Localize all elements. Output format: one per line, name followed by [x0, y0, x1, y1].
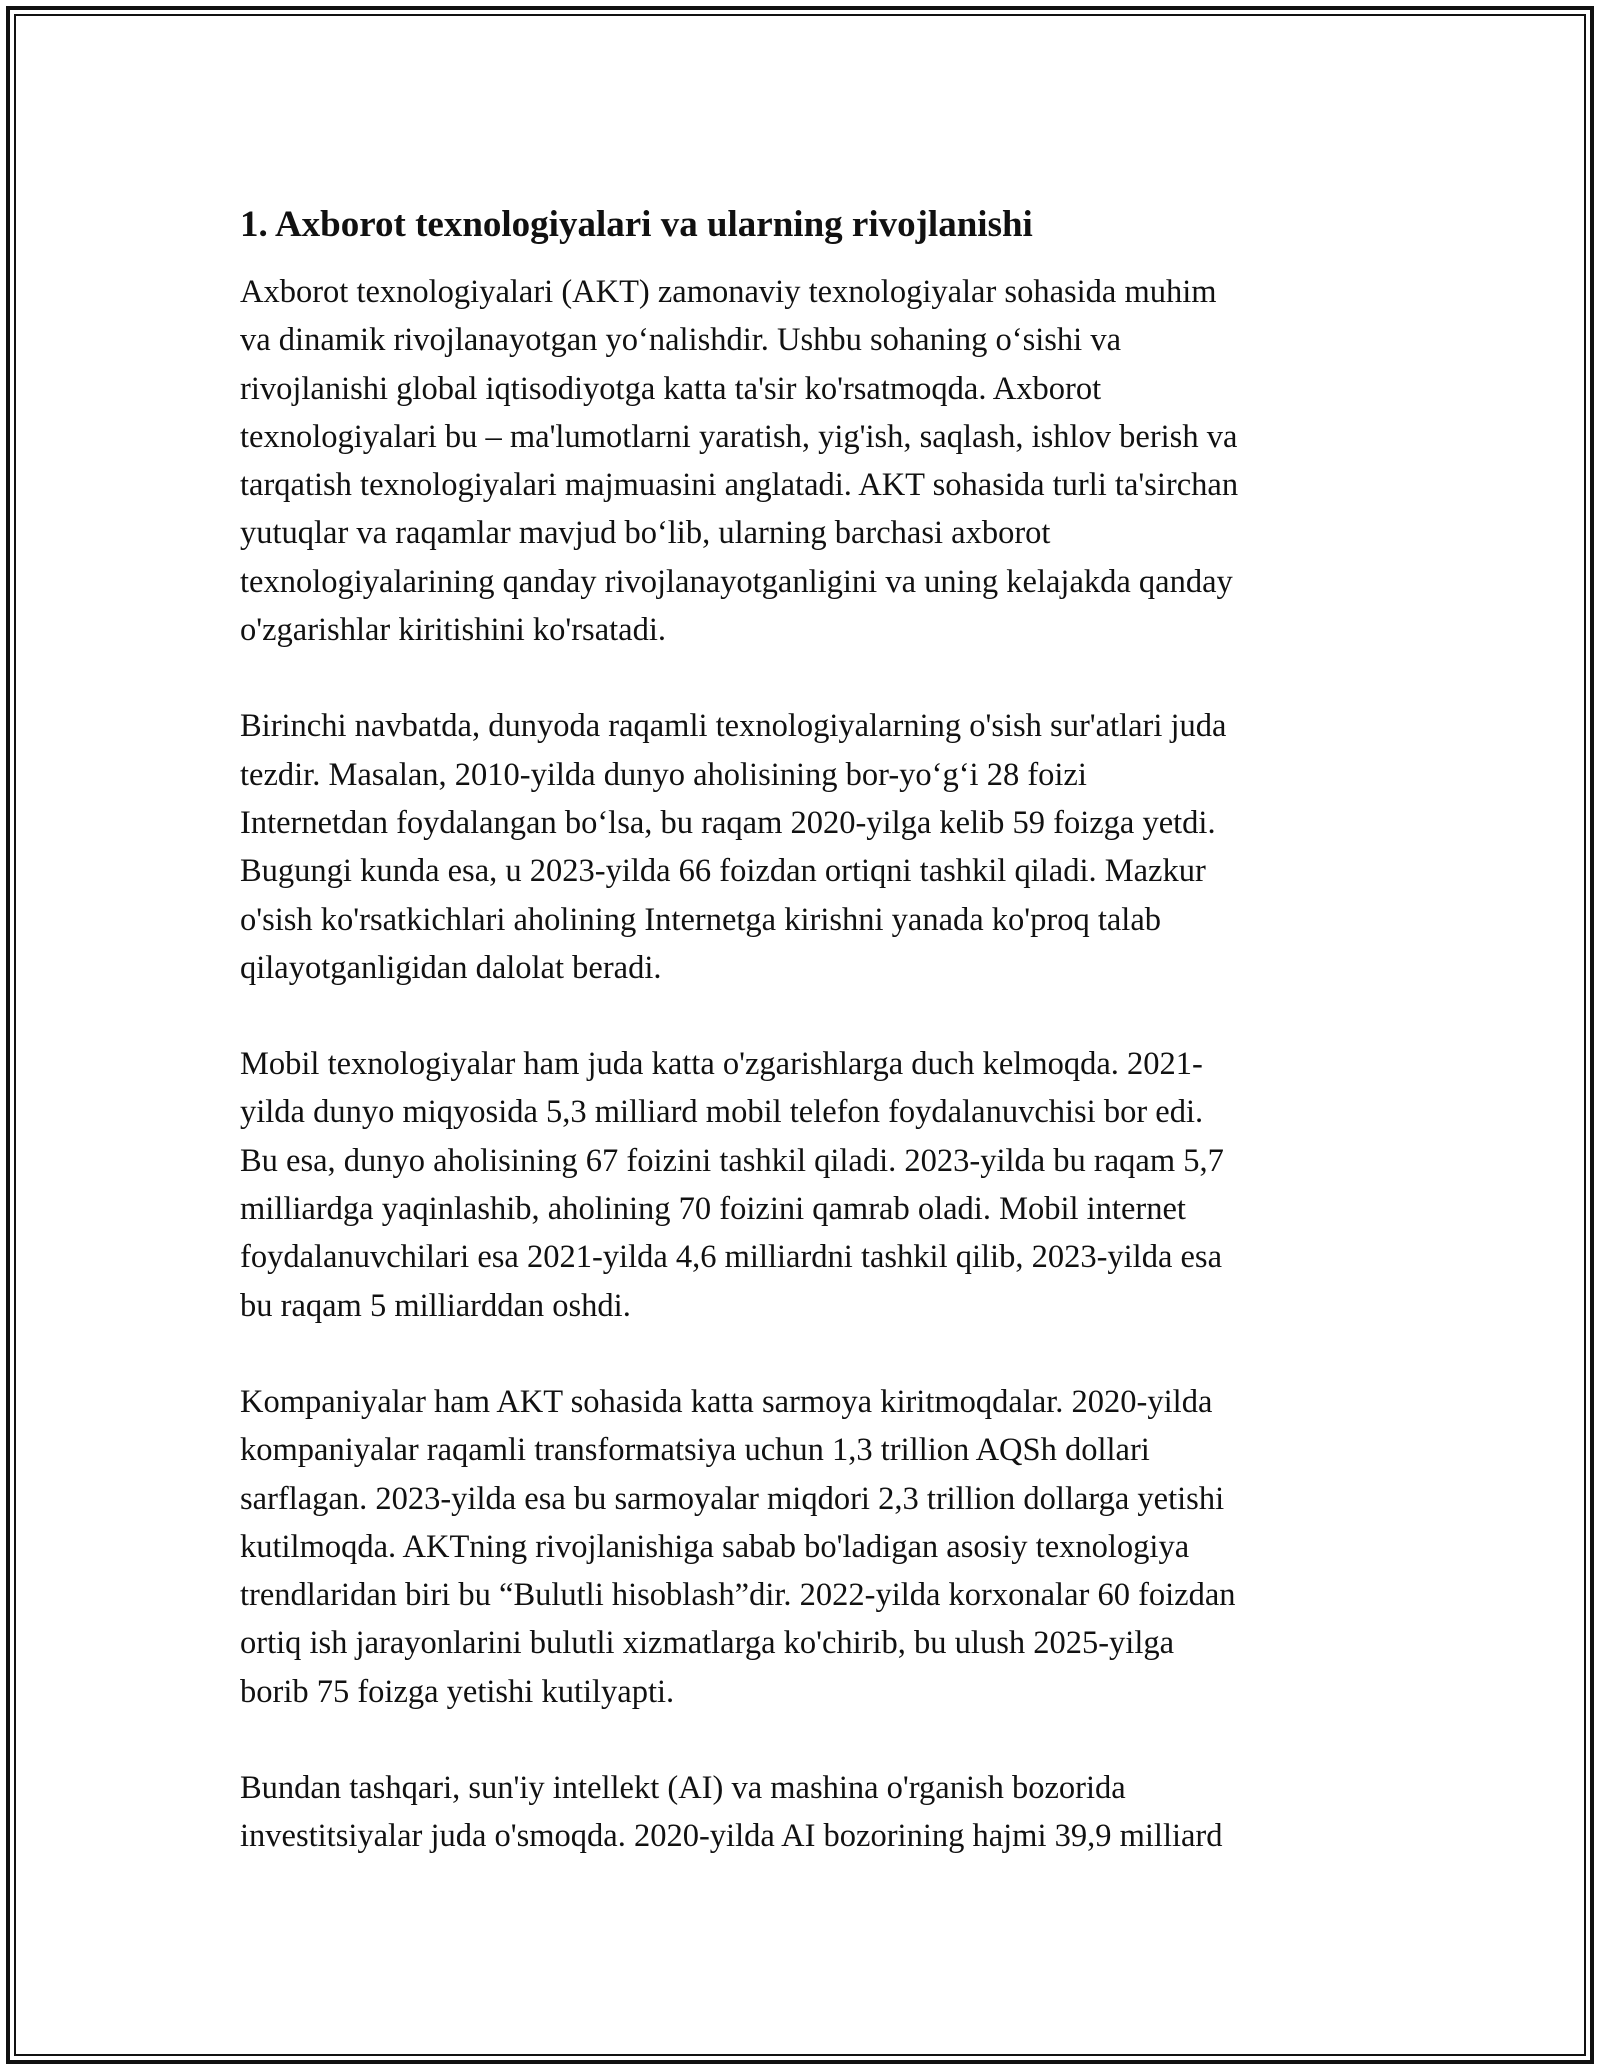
text-line: milliardga yaqinlashib, aholining 70 foizini qamrab oladi. Mobil internet: [240, 1191, 1186, 1228]
text-line: yilda dunyo miqyosida 5,3 milliard mobil telefon foydalanuvchisi bor edi.: [240, 1094, 1204, 1131]
text-line: Bundan tashqari, sun'iy intellekt (AI) va mashina o'rganish bozorida: [240, 1770, 1126, 1807]
text-line: Bu esa, dunyo aholisining 67 foizini tashkil qiladi. 2023-yilda bu raqam 5,7: [240, 1142, 1224, 1179]
text-line: Axborot texnologiyalari (AKT) zamonaviy texnologiyalar sohasida muhim: [240, 274, 1217, 310]
text-line: Kompaniyalar ham AKT sohasida katta sarmoya kiritmoqdalar. 2020-yilda: [240, 1383, 1213, 1420]
text-line: va dinamik rivojlanayotgan yo‘nalishdir. Ushbu sohaning o‘sishi va: [240, 322, 1121, 359]
text-line: texnologiyalari bu – ma'lumotlarni yaratish, yig'ish, saqlash, ishlov berish va: [240, 418, 1238, 455]
text-line: kutilmoqda. AKTning rivojlanishiga sabab bo'ladigan asosiy texnologiya: [240, 1528, 1190, 1565]
section-heading: 1. Axborot texnologiyalari va ularning rivojlanishi: [240, 204, 1033, 245]
text-line: qilayotganligidan dalolat beradi.: [240, 949, 662, 986]
text-line: trendlaridan biri bu “Bulutli hisoblash”dir. 2022-yilda korxonalar 60 foizdan: [240, 1577, 1236, 1614]
paragraph-internet-growth: [240, 702, 1380, 992]
document-content: [240, 200, 1380, 1909]
text-line: texnologiyalarining qanday rivojlanayotganligini va uning kelajakda qanday: [240, 563, 1233, 600]
text-line: yutuqlar va raqamlar mavjud bo‘lib, ularning barchasi axborot: [240, 515, 1051, 552]
text-line: tezdir. Masalan, 2010-yilda dunyo aholisining bor-yo‘g‘i 28 foizi: [240, 756, 1087, 793]
text-line: rivojlanishi global iqtisodiyotga katta ta'sir ko'rsatmoqda. Axborot: [240, 370, 1102, 407]
text-line: bu raqam 5 milliarddan oshdi.: [240, 1287, 631, 1324]
paragraph-company-investment: [240, 1378, 1380, 1716]
text-line: Mobil texnologiyalar ham juda katta o'zgarishlarga duch kelmoqda. 2021-: [240, 1046, 1203, 1083]
document-page: [6, 6, 1594, 2064]
text-line: ortiq ish jarayonlarini bulutli xizmatlarga ko'chirib, bu ulush 2025-yilga: [240, 1625, 1175, 1662]
text-line: kompaniyalar raqamli transformatsiya uchun 1,3 trillion AQSh dollari: [240, 1432, 1150, 1469]
paragraph-intro: [240, 268, 1380, 654]
text-line: borib 75 foizga yetishi kutilyapti.: [240, 1673, 675, 1710]
text-line: investitsiyalar juda o'smoqda. 2020-yilda AI bozorining hajmi 39,9 milliard: [240, 1818, 1223, 1855]
text-line: o'sish ko'rsatkichlari aholining Internetga kirishni yanada ko'proq talab: [240, 901, 1162, 938]
paragraph-ai-investment: [240, 1764, 1380, 1861]
text-line: sarflagan. 2023-yilda esa bu sarmoyalar miqdori 2,3 trillion dollarga yetishi: [240, 1480, 1225, 1517]
text-line: Internetdan foydalangan bo‘lsa, bu raqam 2020-yilga kelib 59 foizga yetdi.: [240, 804, 1216, 841]
text-line: o'zgarishlar kiritishini ko'rsatadi.: [240, 612, 666, 649]
paragraph-mobile-technologies: [240, 1040, 1380, 1330]
text-line: Birinchi navbatda, dunyoda raqamli texnologiyalarning o'sish sur'atlari juda: [240, 708, 1227, 745]
text-line: tarqatish texnologiyalari majmuasini anglatadi. AKT sohasida turli ta'sirchan: [240, 467, 1239, 504]
text-line: foydalanuvchilari esa 2021-yilda 4,6 milliardni tashkil qilib, 2023-yilda esa: [240, 1239, 1222, 1276]
text-line: Bugungi kunda esa, u 2023-yilda 66 foizdan ortiqni tashkil qiladi. Mazkur: [240, 853, 1206, 890]
